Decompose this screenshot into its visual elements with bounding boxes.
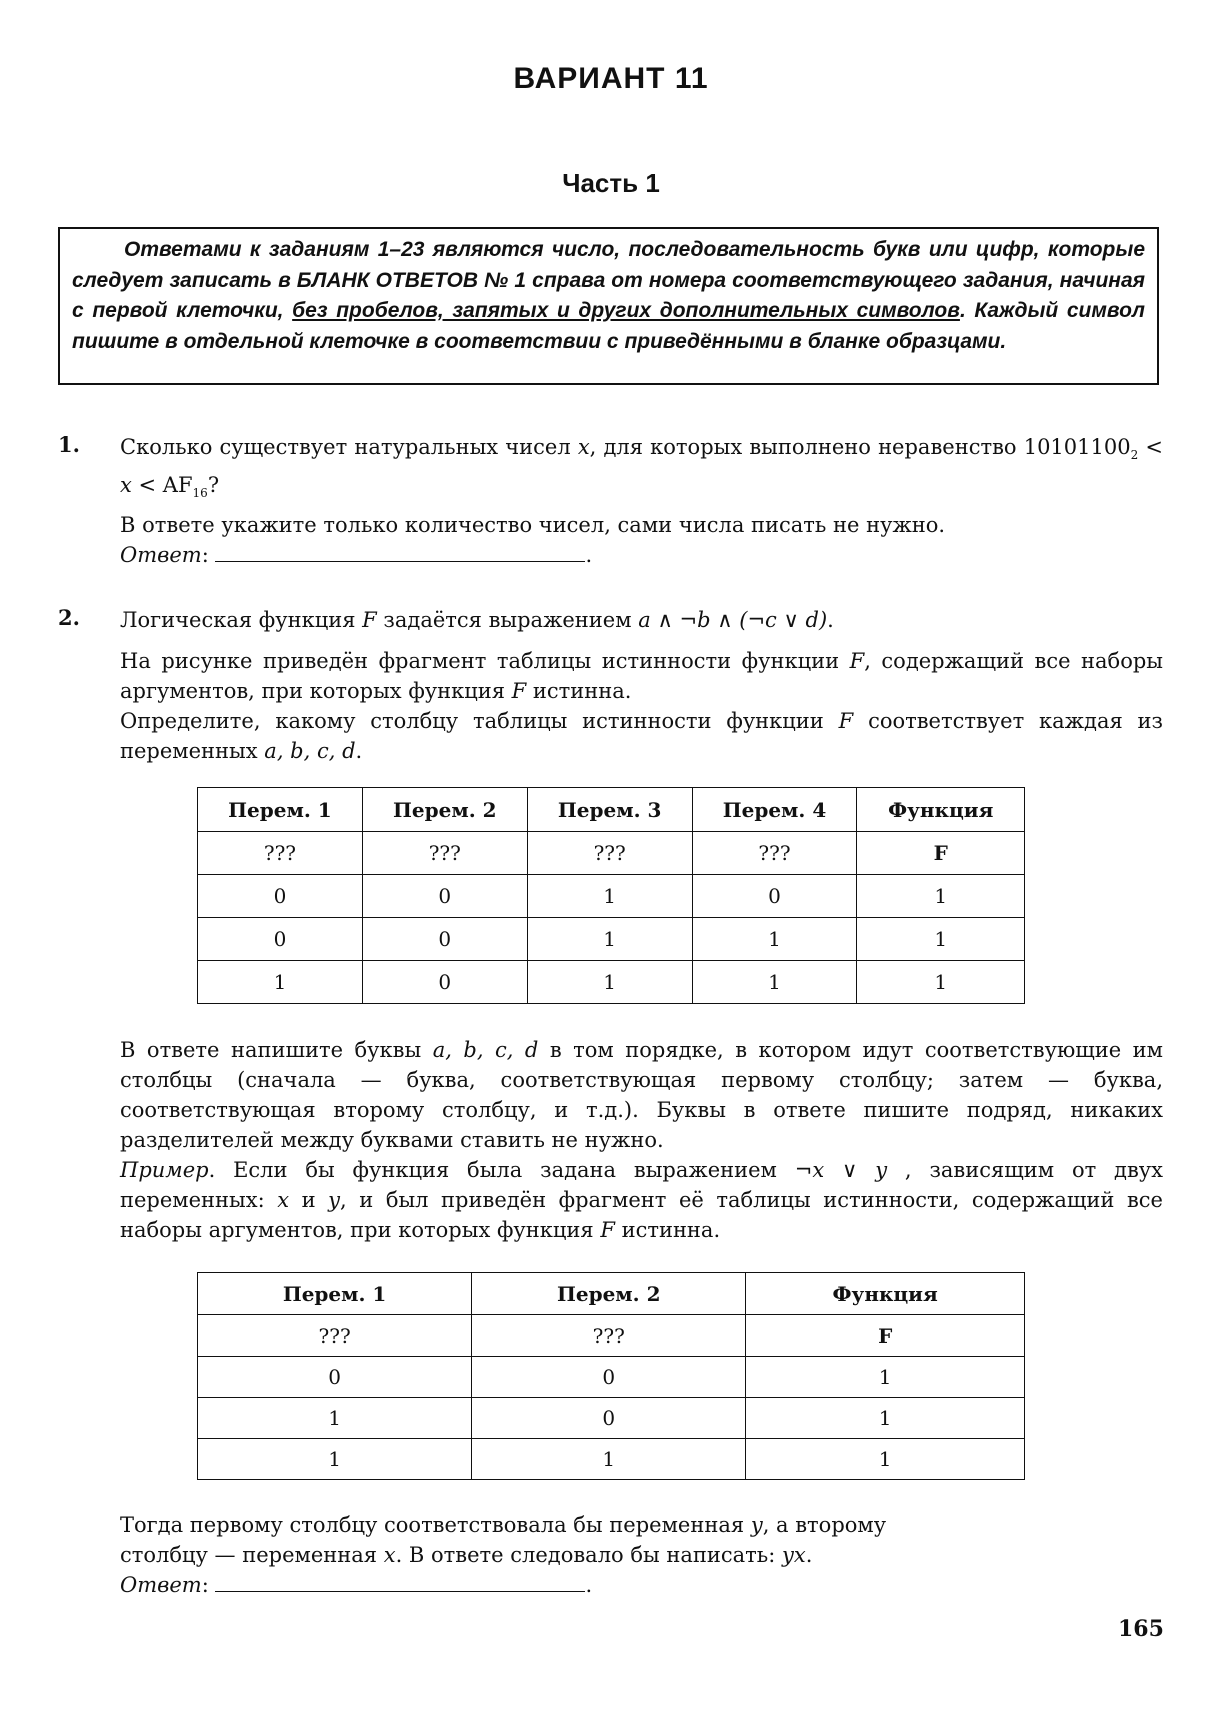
page-number: 165	[1118, 1616, 1164, 1642]
table-cell: ???	[362, 832, 527, 875]
table-cell: 1	[692, 961, 857, 1004]
table-cell: ???	[198, 832, 363, 875]
table-row	[198, 1315, 1025, 1357]
table-cell: 0	[472, 1398, 746, 1439]
task-1-answer-line: Ответ: .	[120, 543, 593, 567]
header-cell: Перем. 1	[198, 1273, 472, 1315]
table-cell: 1	[198, 961, 363, 1004]
table-cell: 1	[746, 1357, 1025, 1398]
table-cell: 0	[692, 875, 857, 918]
truth-table-2-header	[198, 1273, 1025, 1315]
task-2-answer-line: Ответ: .	[120, 1573, 593, 1597]
table-row	[198, 832, 1025, 875]
table-row	[198, 1439, 1025, 1480]
task-1-note: В ответе укажите только количество чисел, сами числа писать не нужно.	[120, 513, 946, 537]
instructions-underlined: без пробелов, запятых и других дополнительных символов	[292, 299, 960, 322]
table-cell: 0	[198, 1357, 472, 1398]
part-title: Часть 1	[562, 168, 660, 198]
task-2-number: 2.	[58, 605, 80, 630]
header-cell: Перем. 2	[472, 1273, 746, 1315]
task-1-number: 1.	[58, 432, 80, 457]
task-2-conclusion-line-2: столбцу — переменная x. В ответе следовало бы написать: yx.	[120, 1543, 813, 1567]
table-row	[198, 875, 1025, 918]
table-cell: 1	[527, 918, 692, 961]
table-cell: 1	[198, 1398, 472, 1439]
table-row	[198, 1398, 1025, 1439]
table-cell: 1	[527, 875, 692, 918]
answer-label: Ответ	[120, 543, 202, 567]
task-2-expression: a ∧ ¬b ∧ (¬c ∨ d)	[638, 608, 828, 632]
table-row	[198, 1357, 1025, 1398]
header-cell: Функция	[746, 1273, 1025, 1315]
table-cell: 0	[362, 875, 527, 918]
task-2-answer-field[interactable]	[215, 1571, 585, 1592]
table-cell: F	[746, 1315, 1025, 1357]
table-cell: 1	[857, 875, 1025, 918]
truth-table-2	[197, 1272, 1025, 1480]
table-cell: 0	[362, 918, 527, 961]
header-cell: Перем. 4	[692, 788, 857, 832]
table-cell: 1	[746, 1439, 1025, 1480]
table-cell: ???	[692, 832, 857, 875]
header-cell: Перем. 3	[527, 788, 692, 832]
table-row	[198, 918, 1025, 961]
table-cell: 0	[198, 918, 363, 961]
truth-table-1	[197, 787, 1025, 1004]
table-cell: 0	[198, 875, 363, 918]
variant-title: ВАРИАНТ 11	[513, 62, 709, 95]
task-2-paragraph-3: Определите, какому столбцу таблицы истинности функции F соответствует каждая из переменных a, b, c, d.	[120, 709, 1164, 763]
instructions-text-a: Ответами к заданиям 1–23 являются число, последовательность букв или цифр, которые следует записать в БЛАНК ОТВЕТОВ № 1 справа от номера соответствующего задания, начиная с первой клеточки,	[72, 238, 1145, 322]
task-2-conclusion-line-1: Тогда первому столбцу соответствовала бы переменная y, а второму	[120, 1513, 887, 1537]
task-2-intro: Логическая функция F задаётся выражением a ∧ ¬b ∧ (¬c ∨ d).	[120, 608, 834, 632]
task-1-question: Сколько существует натуральных чисел x, для которых выполнено неравенство $10101100_2 < x < AF_{16}$?	[120, 435, 1163, 501]
task-2-paragraph-4: В ответе напишите буквы a, b, c, d в том порядке, в котором идут соответствующие им столбцы (сначала — буква, соответствующая первому столбцу; затем — буква, соответствующая второму столбцу, и т.д.). Буквы в ответе пишите подряд, никаких разделителей между буквами ставить не нужно.	[120, 1038, 1164, 1152]
table-cell: 1	[472, 1439, 746, 1480]
header-cell: Функция	[857, 788, 1025, 832]
table-cell: 0	[472, 1357, 746, 1398]
table-cell: 1	[198, 1439, 472, 1480]
instructions-text-b: . Каждый символ пишите в отдельной клеточке в соответствии с приведёнными в бланке образцами.	[72, 299, 1145, 353]
table-cell: 0	[362, 961, 527, 1004]
truth-table-1-header	[198, 788, 1025, 832]
instructions-box	[58, 227, 1159, 385]
table-cell: 1	[857, 961, 1025, 1004]
table-cell: ???	[527, 832, 692, 875]
answer-label: Ответ	[120, 1573, 202, 1597]
table-cell: 1	[692, 918, 857, 961]
table-cell: ???	[198, 1315, 472, 1357]
table-cell: 1	[746, 1398, 1025, 1439]
table-cell: ???	[472, 1315, 746, 1357]
header-cell: Перем. 1	[198, 788, 363, 832]
task-2-paragraph-2: На рисунке приведён фрагмент таблицы истинности функции F, содержащий все наборы аргументов, при которых функция F истинна.	[120, 649, 1164, 703]
table-cell: 1	[527, 961, 692, 1004]
task-2-example: Пример. Если бы функция была задана выражением ¬x ∨ y , зависящим от двух переменных: x и y, и был приведён фрагмент её таблицы истинности, содержащий все наборы аргументов, при которых функция F истинна.	[120, 1158, 1163, 1242]
header-cell: Перем. 2	[362, 788, 527, 832]
table-cell: F	[857, 832, 1025, 875]
table-row	[198, 961, 1025, 1004]
task-1-answer-field[interactable]	[215, 541, 585, 562]
table-cell: 1	[857, 918, 1025, 961]
